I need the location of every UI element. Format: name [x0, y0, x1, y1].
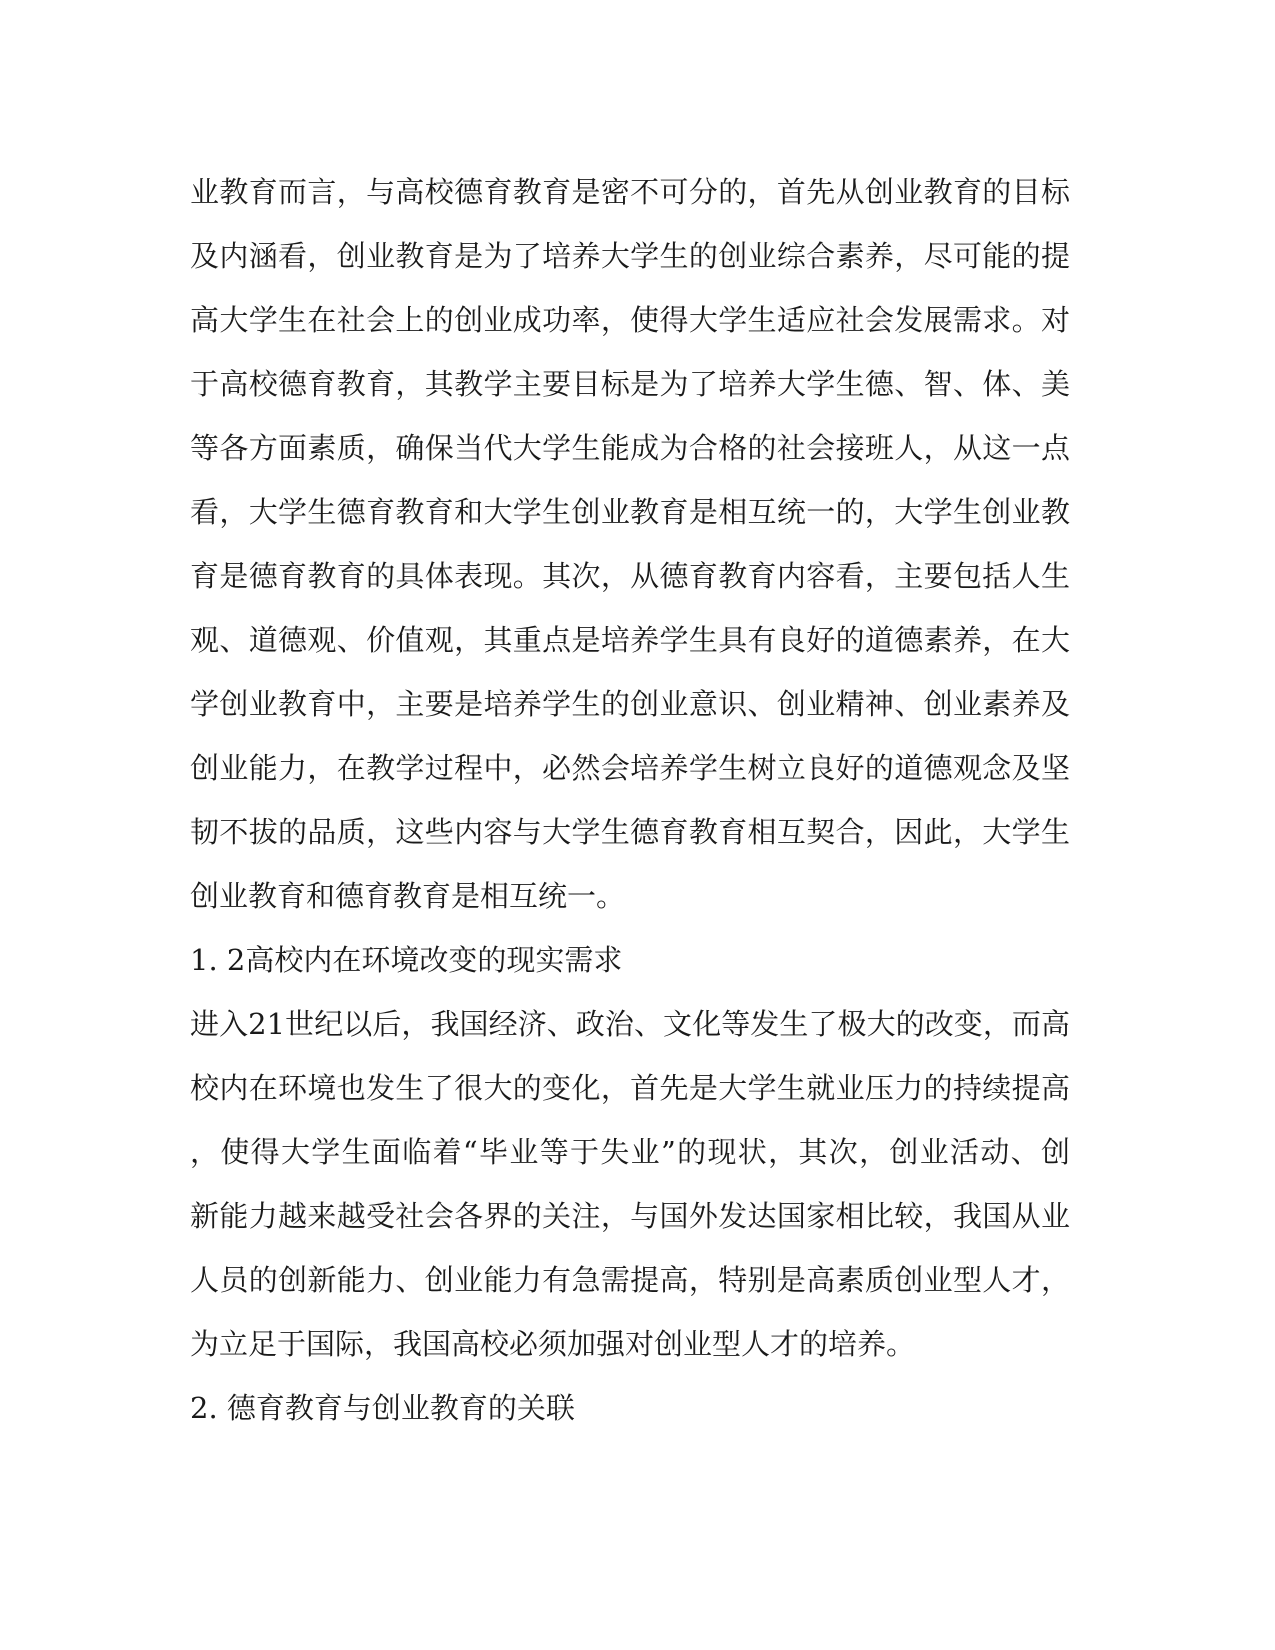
section-heading: 2. 德育教育与创业教育的关联 — [190, 1391, 575, 1425]
body-line: 育是德育教育的具体表现。其次，从德育教育内容看，主要包括人生 — [190, 559, 1070, 593]
body-line: 看，大学生德育教育和大学生创业教育是相互统一的，大学生创业教 — [190, 495, 1070, 529]
body-line: 等各方面素质，确保当代大学生能成为合格的社会接班人，从这一点 — [190, 431, 1070, 465]
body-line: 于高校德育教育，其教学主要目标是为了培养大学生德、智、体、美 — [190, 367, 1070, 401]
body-line: 业教育而言，与高校德育教育是密不可分的，首先从创业教育的目标 — [190, 175, 1070, 209]
body-line: 创业能力，在教学过程中，必然会培养学生树立良好的道德观念及坚 — [190, 751, 1070, 785]
body-line: 及内涵看，创业教育是为了培养大学生的创业综合素养，尽可能的提 — [190, 239, 1070, 273]
body-line: 创业教育和德育教育是相互统一。 — [190, 879, 626, 913]
body-line: 进入21世纪以后，我国经济、政治、文化等发生了极大的改变，而高 — [190, 1007, 1070, 1041]
body-line: 人员的创新能力、创业能力有急需提高，特别是高素质创业型人才， — [190, 1263, 1070, 1297]
body-line: 学创业教育中，主要是培养学生的创业意识、创业精神、创业素养及 — [190, 687, 1070, 721]
section-heading: 1. 2高校内在环境改变的现实需求 — [190, 943, 623, 977]
body-line: 新能力越来越受社会各界的关注，与国外发达国家相比较，我国从业 — [190, 1199, 1070, 1233]
body-line: ，使得大学生面临着“毕业等于失业”的现状，其次，创业活动、创 — [190, 1135, 1070, 1169]
body-line: 校内在环境也发生了很大的变化，首先是大学生就业压力的持续提高 — [190, 1071, 1070, 1105]
body-line: 为立足于国际，我国高校必须加强对创业型人才的培养。 — [190, 1327, 916, 1361]
body-line: 观、道德观、价值观，其重点是培养学生具有良好的道德素养，在大 — [190, 623, 1070, 657]
body-line: 高大学生在社会上的创业成功率，使得大学生适应社会发展需求。对 — [190, 303, 1070, 337]
document-body — [190, 160, 1070, 1440]
body-line: 韧不拔的品质，这些内容与大学生德育教育相互契合，因此，大学生 — [190, 815, 1070, 849]
